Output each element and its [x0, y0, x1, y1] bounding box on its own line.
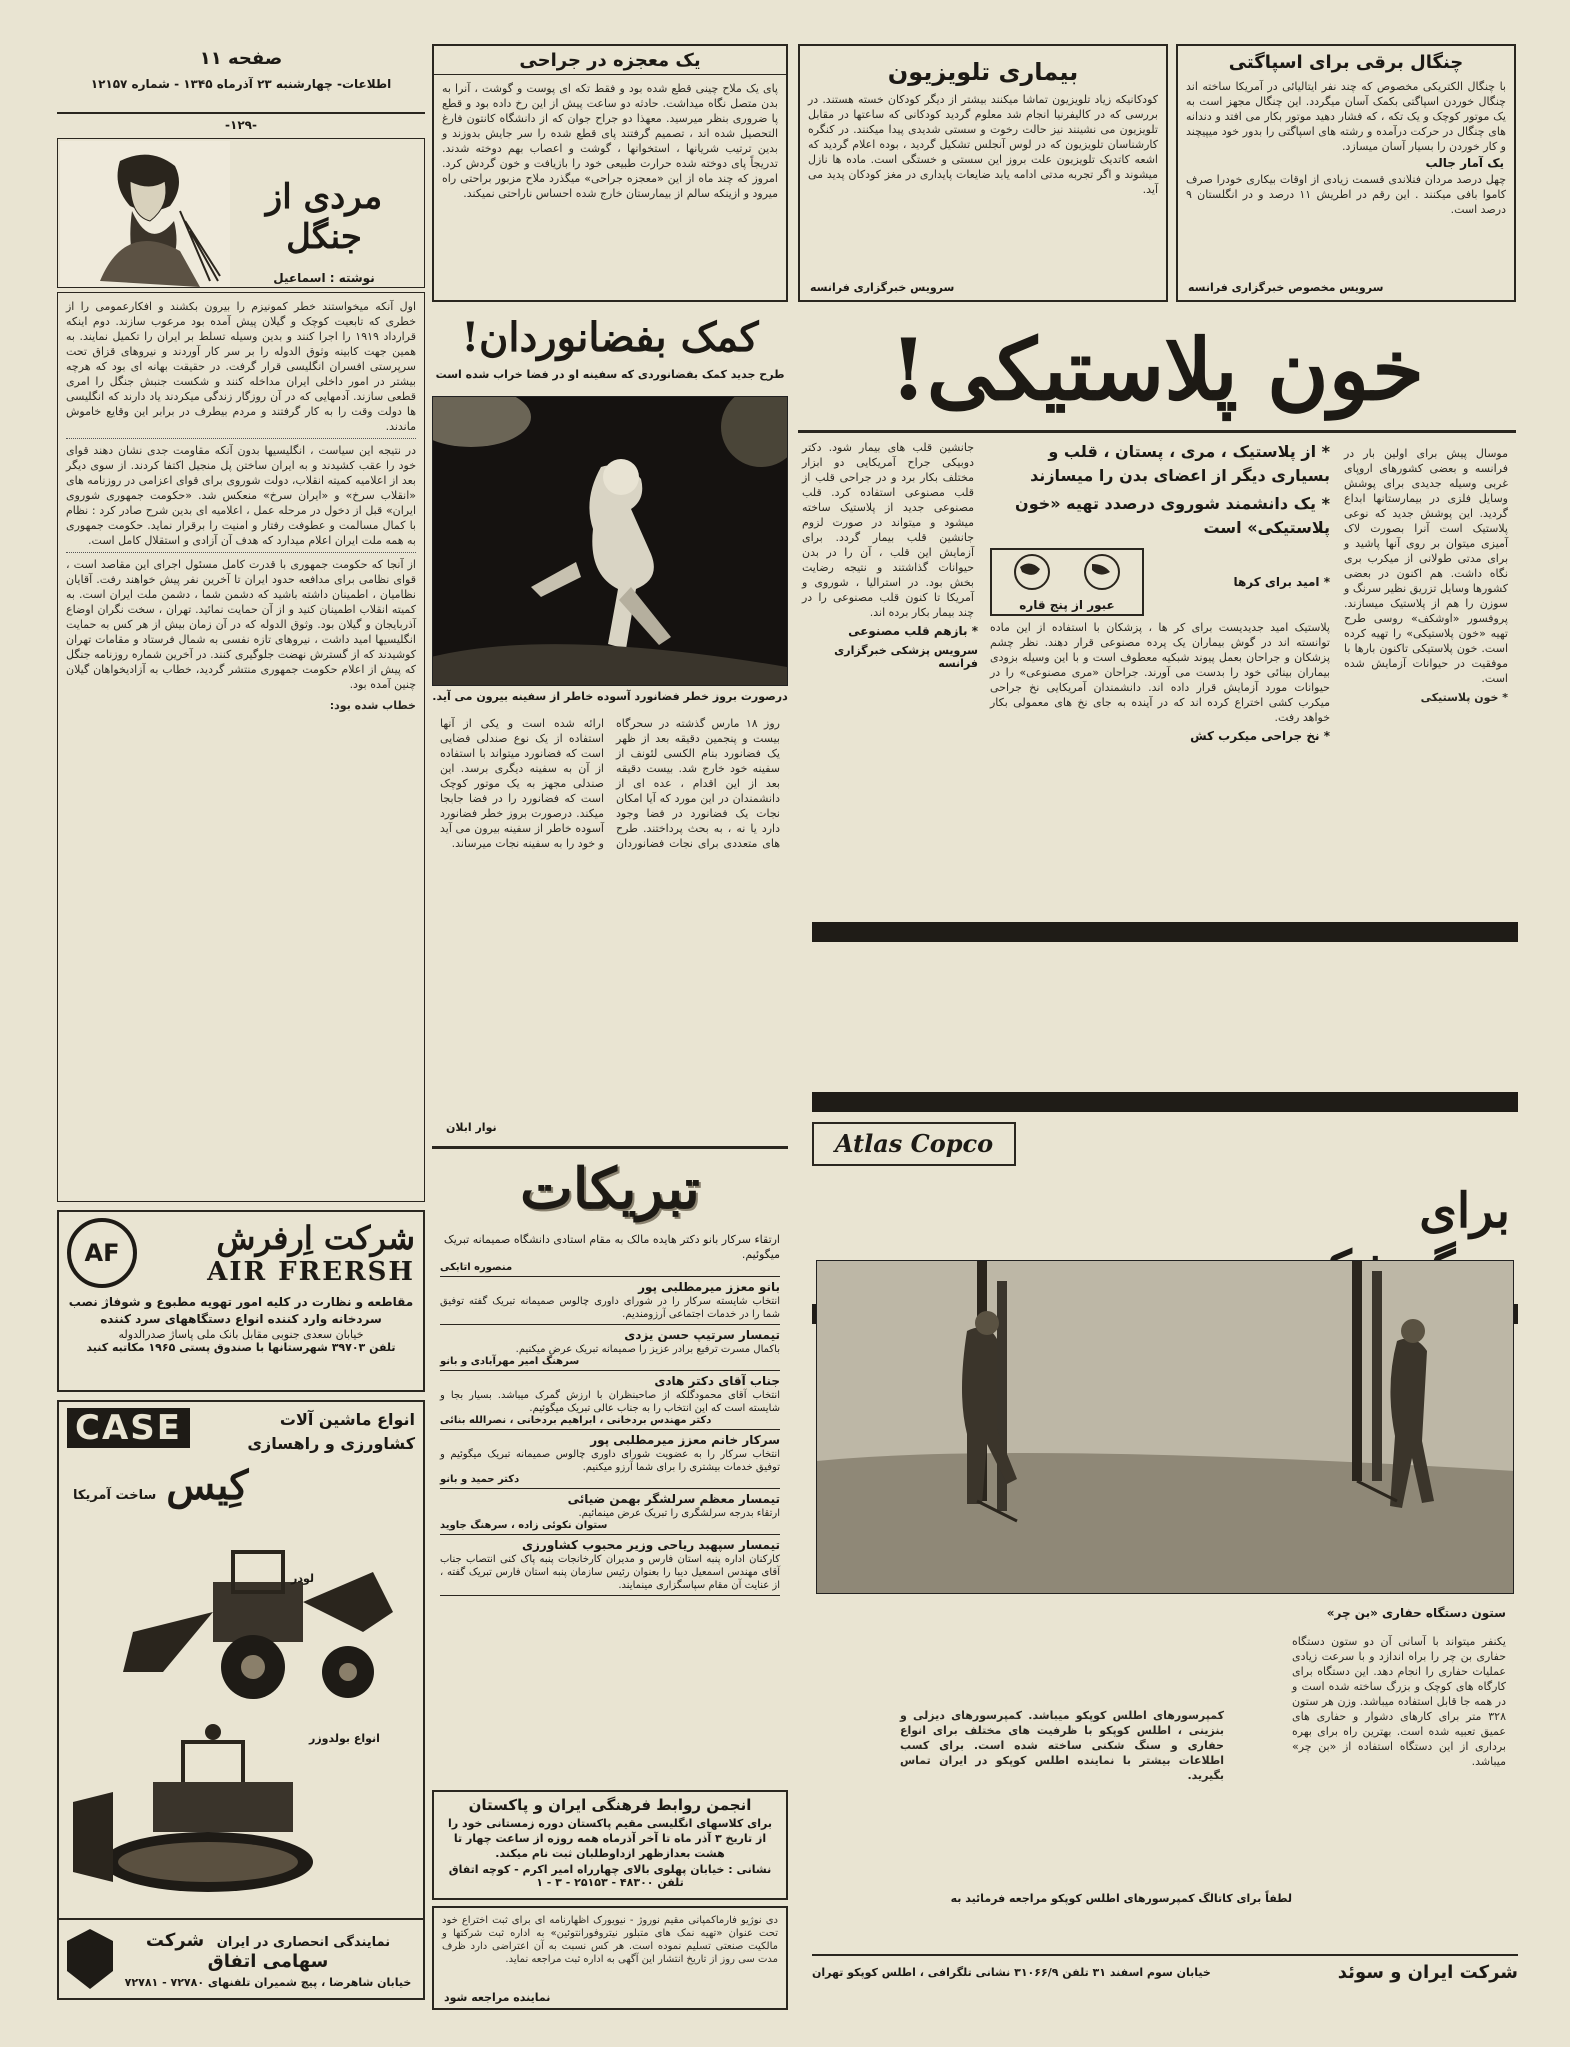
plastic-col1-text: موسال پیش برای اولین بار در فرانسه و بعضی کشورهای اروپای غربی وسیله جدیدی برای پوشش وسایل فلزی در بیمارستانها ابداع گردید. این پوشش جدید که نوعی پلاستیک است آنرا بصورت لاک آمیزی میتوان بر روی آنها پاشید و برای مدتی طولانی از میکرب بری نگاه داشت. هم اکنون در بعضی کشورها وسایل تزریق نظیر سرنگ و سوزن را هم از پلاستیک میسازند. پروفسور «اوشکف» روسی طرح تهیه «خون پلاستیکی» را تهیه کرده است. خون پلاستیکی تاکنون بارها با موفقیت در حیوانات آزمایش شده است. — [1344, 447, 1508, 685]
case-emblem-icon — [67, 1929, 113, 1989]
tabrik-item — [440, 1371, 780, 1430]
tabrik-text: انتخاب شایسته سرکار را در شورای داوری چالوس صمیمانه تبریک گفته توفیق شما را در خدمات اجتماعی آرزومندیم. — [440, 1296, 780, 1320]
tabrik-title: بانو معزز میرمطلبی پور — [638, 1280, 780, 1294]
serial-header — [57, 138, 425, 288]
atlas-contact: خیابان سوم اسفند ۳۱ تلفن ۳۱۰۶۶/۹ نشانی تلگرافی ، اطلس کوپکو تهران — [812, 1966, 1211, 1979]
space-caption: درصورت بروز خطر فضانورد آسوده خاطر از سفینه بیرون می آید. — [432, 690, 788, 703]
tabrik-title: سرکار خانم معزز میرمطلبی پور — [590, 1433, 780, 1447]
fork-sub-title: یک آمار جالب — [1425, 156, 1504, 170]
patent-body: دی نوژیو فارماکمپانی مقیم نوروژ - نیویورک اظهارنامه ای برای ثبت اختراع خود تحت عنوان «تهیه نمک های متبلور نیتروفورانتوئین» به اداره ثبت شرکتها و مالکیت صنعتی تسلیم نموده است. هر کس نسبت به آن اعتراضی دارد ظرف مدت سی روز از تاریخ انتشار این آگهی به اداره ثبت مراجعه نماید. — [442, 1915, 778, 1965]
label-loader: لودر — [291, 1572, 315, 1585]
atlas-body: کمپرسورهای اطلس کوپکو میباشد. کمپرسورهای دیزلی و بنزینی ، اطلس کوپکو با ظرفیت های مختلف برای انواع حفاری و سنگ شکنی ساخته شده است. برای کسب اطلاعات بیشتر با نماینده اطلس کوپکو در ایران تماس بگیرید. — [900, 1709, 1224, 1782]
iran-pak-body: برای کلاسهای انگلیسی مقیم پاکستان دوره زمستانی خود را از تاریخ ۳ آذر ماه تا آخر آذرماه همه روزه از ساعت چهار تا هشت بعدازظهر ازداوطلبان ثبت نام میکند. — [448, 1817, 772, 1860]
atlas-brand: Atlas Copco — [812, 1122, 1016, 1166]
tabrik-title: تیمسار معظم سرلشگر بهمن ضیائی — [567, 1492, 780, 1506]
serial-title: مردی از جنگل — [265, 177, 383, 257]
atlas-side-text: یکنفر میتواند با آسانی آن دو ستون دستگاه حفاری بن چر را براه اندازد و با سرعت زیادی عملیات حفاری را انجام دهد. این دستگاه برای کارگاه های کوچک و بزرگ ساخته شده است و در همه جا قابل استفاده میباشد. وزن هر ستون ۳۲۸ متر برای کارهای دشوار و حفاری های عمیق تعبیه شده است. بهترین راه برای بهره برداری از این دستگاه استفاده از «بن چر» میباشد. — [1292, 1635, 1506, 1768]
tabrikat-headline: تبریکات — [520, 1156, 700, 1222]
case-footer-company: شرکت سهامی اتفاق — [145, 1929, 329, 1972]
iran-pak-notice — [432, 1790, 788, 1900]
tabrik-title: تیمسار سرتیپ حسن یزدی — [624, 1328, 780, 1342]
masthead — [57, 44, 425, 114]
tabrik-title: ارتقاء سرکار بانو دکتر هایده مالک به مقام استادی دانشگاه صمیمانه تبریک میگوئیم. — [443, 1233, 780, 1261]
atlas-copco-ad — [812, 922, 1518, 2012]
plastic-story — [798, 310, 1516, 910]
tabrik-item — [440, 1489, 780, 1535]
fork-title: چنگال برقی برای اسپاگتی — [1228, 52, 1464, 73]
tabrik-item — [440, 1430, 780, 1489]
logo-text: عبور از پنج قاره — [1019, 598, 1115, 612]
af-name-fa: شرکت اِرفرش — [216, 1219, 415, 1257]
loader-illustration — [63, 1542, 423, 1712]
space-story — [432, 310, 788, 1140]
bulldozer-illustration — [63, 1722, 423, 1912]
news-fork — [1176, 44, 1516, 302]
serial-author: نوشته : اسماعیل — [273, 271, 375, 285]
case-brand-fa: کِیس — [166, 1462, 249, 1509]
plastic-sub3: * نخ جراحی میکرب کش — [1190, 729, 1330, 743]
case-footer-agent: نمایندگی انحصاری در ایران — [216, 1934, 391, 1950]
plastic-headline: خون پلاستیکی! — [798, 310, 1516, 433]
airfresh-ad — [57, 1210, 425, 1392]
tabrik-text: ارتقاء بدرجه سرلشگری را تبریک عرض مینمائیم. — [578, 1508, 780, 1519]
tabrik-text: انتخاب سرکار را به عضویت شورای داوری چالوس صمیمانه تبریک میگوئیم و توفیق خدمات بیشتری را برای شما آرزو میکنیم. — [440, 1449, 780, 1473]
iran-pak-phone: تلفن ۴۸۳۰۰ - ۲۵۱۵۳ - ۳ - ۱ — [536, 1876, 684, 1889]
surgery-body: پای یک ملاح چینی قطع شده بود و فقط تکه ای پوست و گوشت ، آنرا به بدن متصل نگاه میداشت. حادثه دو ساعت پیش از این رخ داده بود و قطع پا ضروری بنظر میرسید. معهذا دو جراح جوان که از دانشگاه کانتون فارغ التحصیل شده اند ، تصمیم گرفتند پای قطع شده را سر جایش بدوزند و بدین ترتیب شریانها ، استخوانها ، گوشت و اعصاب بهم دوخته شدند. تدریجاً پای دوخته شده حرارت طبیعی خود را بازیافت و خون گردش کرد. امروز که چند ماه از این «معجزه جراحی» میگذرد ملاح مزبور براحتی راه میرود و ازینکه سالم از بیمارستان خارج شده احساس ناراحتی نمیکند. — [442, 82, 778, 200]
episode-number: -۱۲۹- — [225, 118, 257, 132]
tv-source: سرویس خبرگزاری فرانسه — [810, 281, 955, 294]
issue-line: اطلاعات- چهارشنبه ۲۳ آذرماه ۱۳۴۵ - شماره ۱۲۱۵۷ — [90, 77, 392, 91]
case-ad — [57, 1400, 425, 2000]
plastic-col1 — [1336, 440, 1516, 900]
tabrik-text: کارکنان اداره پنبه استان فارس و مدیران کارخانجات پنبه پاک کنی انتصاب جناب آقای مهندس اسمعیل دیبا را بعنوان رئیس سازمان پنبه استان فارس تبریک گفته ، از عنایت آن مقام سپاسگزاری مینمایند. — [440, 1554, 780, 1591]
iran-pak-title: انجمن روابط فرهنگی ایران و پاکستان — [468, 1796, 752, 1814]
tabrik-sign: دکتر مهندس بردخانی ، ابراهیم بردخانی ، نصرالله بنائی — [440, 1415, 712, 1426]
serial-paragraph-3: از آنجا که حکومت جمهوری با قدرت کامل مسئول اجرای این مقاصد است ، قوای نظامی برای مدافعه حدود ایران تا آخرین نفر پیش خواهند رفت. آقایان نظامیان ، اطمینان داشته باشید که دشمن شما ، دشمن ملت ایران است. به کمیته انقلاب اطمینان کنید و از آن حمایت نمائید. تهران ، سخت نگران اوضاع آذربایجان و گیلان بود. وثوق الدوله که در آن زمان بیش از هر کس به حمایت انگلیسیها امید داشت ، نیروهای تازه نفسی به شمال فرستاد و مقامات تهران کوشیدند که از گسترش نهضت جلوگیری کنند. در آخرین شماره روزنامه جنگل که پیش از اعلام حکومت جمهوری منتشر گردید، خطاب به آزادیخواهان گیلان چنین آمده بود. — [66, 558, 416, 691]
plastic-col2: پلاستیک امید جدیدیست برای کر ها ، پزشکان با استفاده از این ماده توانسته اند در گوش بیماران یک پرده مصنوعی قرار دهند. نظر چشم پزشکان و جراحان بعمل پیوند شبکیه معطوف است و با این وسیله بزودی بیماران بینائی خود را بدست می آورند. جراحان «مری مصنوعی» را در حیوانات مورد آزمایش قرار داده اند. دانشمندان آمریکایی نخ جراحی میکرب کشی اختراع کرده اند که در آینده به جای نخ های معمولی بکار خواهد رفت. — [990, 621, 1330, 724]
page-label: صفحه ۱۱ — [199, 48, 283, 69]
tabrik-sign: دکتر حمید و بانو — [440, 1474, 520, 1485]
serial-paragraph-2: در نتیجه این سیاست ، انگلیسیها بدون آنکه مقاومت جدی نشان دهند قوای خود را عقب کشیدند و به ایران ساختن پل منجیل اکتفا کردند. از سوی دیگر بعد از اعلامیه کمیته انقلاب، دولت شوروی برای قوای اعزامی در روزنامه های «انقلاب سرخ» و «ایران سرخ» منعکس شد. «حکومت جمهوری شوروی ایران» قبل از دخول در مرحله عمل ، اعلامیه ای بدین شرح صادر کرد : نظام با کمال مسالمت و عطوفت رفتار و امنیت را برقرار نماید. حکومت جمهوری به همه ملت ایران اعلام میدارد که هدف آن آزادی و استقلال کامل است. — [66, 444, 416, 547]
space-photo — [432, 396, 788, 686]
atlas-headline-1: برای — [1419, 1183, 1510, 1239]
space-headline: کمک بفضانوردان! — [461, 314, 759, 361]
patent-sign: نماینده مراجعه شود — [444, 1991, 551, 2004]
space-subhead: طرح جدید کمک بفضانوردی که سفینه او در فضا خراب شده است — [435, 368, 785, 381]
tv-title: بیماری تلویزیون — [887, 58, 1079, 86]
label-dozer: انواع بولدوزر — [309, 1732, 380, 1745]
fork-body: با چنگال الکتریکی مخصوص که چند نفر ایتالیائی در آمریکا ساخته اند چنگال خوردن اسپاگتی بکمک آسان میگردد. این چنگال مجهز است به یک موتور کوچک و یک تکه ، که فشار دهید موتور بکار می افتد و دندانه های چنگال در حرکت درآمده و رشته های اسپاگتی را بدور خود میپیچند و کار خوردن را بسیار آسان میسازد. — [1186, 80, 1506, 153]
tabrik-sign: منصوره اتابکی — [440, 1262, 513, 1273]
atlas-cta: لطفاً برای کاتالگ کمپرسورهای اطلس کوپکو مراجعه فرمائید به — [950, 1892, 1292, 1905]
af-name-en: AIR FRERSH — [207, 1257, 415, 1287]
news-surgery — [432, 44, 788, 302]
serial-signature: خطاب شده بود: — [329, 699, 416, 712]
case-tagline: ساخت آمریکا — [73, 1488, 157, 1503]
patent-notice — [432, 1906, 788, 2010]
case-footer-address: خیابان شاهرضا ، پیچ شمیران تلفنهای ۷۲۷۸۰ - ۷۲۷۸۱ — [124, 1975, 412, 1989]
continents-logo — [990, 548, 1144, 616]
plastic-sub2: * امید برای کرها — [1233, 575, 1330, 589]
space-credit: نوار ابلان — [446, 1121, 497, 1134]
space-body: روز ۱۸ مارس گذشته در سحرگاه بیست و پنجمین دقیقه بعد از ظهر یک فضانورد بنام الکسی لئونف از سفینه خود خارج شد. بیست دقیقه بعد از این اقدام ، عده ای از دانشمندان در این مورد که آیا امکان نجات یک فضانورد در فضا وجود دارد یا نه ، به بحث پرداختند. طرح های متعددی برای نجات فضانوردان ارائه شده است و یکی از آنها استفاده از یک نوع صندلی فضایی است که فضانورد میتواند با استفاده از آن به سفینه دیگری برسد. این صندلی مجهز به یک موتور کوچک است که فضانورد را در فضا جابجا میکند. درصورت بروز خطر فضانورد آسوده خاطر از سفینه بیرون می آید و خود را به سفینه نجات میرساند. — [440, 717, 780, 850]
plastic-deck2: * یک دانشمند شوروی درصدد تهیه «خون پلاستیکی» است — [1015, 494, 1330, 537]
af-phone: تلفن ۳۹۷۰۳ شهرستانها با صندوق پستی ۱۹۶۵ مکاتبه کنید — [86, 1341, 396, 1354]
portrait-illustration — [60, 141, 230, 287]
plastic-deck1: * از پلاستیک ، مری ، پستان ، قلب و بسیاری دیگر از اعضای بدن را میسازند — [1030, 442, 1330, 485]
af-address: خیابان سعدی جنوبی مقابل بانک ملی پاساژ صدرالدوله — [118, 1328, 364, 1341]
drilling-photo — [816, 1260, 1514, 1594]
af-logo: AF — [67, 1218, 137, 1288]
tabrik-text: باکمال مسرت ترفیع برادر عزیز را صمیمانه تبریک عرض میکنیم. — [515, 1344, 780, 1355]
plastic-col3: جانشین قلب های بیمار شود. دکتر دوبیکی جراح آمریکایی دو ابزار مختلف بکار برد و در جراحی قلب از قلب مصنوعی استفاده کرد. قلب مصنوعی جدید از پلاستیک ساخته میشود و میتواند در صورت لزوم جانشین قلب بیمار گردد. برای آزمایش این قلب ، آن را در بدن حیوانات گذاشتند و نتیجه رضایت بخش بود. در استرالیا ، شوروی و آمریکا تا کنون قلب مصنوعی را در چند بیمار بکار برده اند. — [802, 441, 974, 619]
tabrik-sign: ستوان نکوئی زاده ، سرهنگ جاوید — [440, 1520, 608, 1531]
tabrikat-list — [432, 1229, 788, 1596]
tabrik-title: تیمسار سپهبد ریاحی وزیر محبوب کشاورزی — [522, 1538, 780, 1552]
atlas-photo-caption: ستون دستگاه حفاری «بن چر» — [1326, 1606, 1506, 1620]
af-body: مقاطعه و نظارت در کلیه امور تهویه مطبوع و شوفاژ نصب سردخانه وارد کننده انواع دستگاههای سرد کننده — [68, 1295, 414, 1326]
surgery-title: یک معجزه در جراحی — [434, 50, 786, 75]
case-title: انواع ماشین آلات کشاورزی و راهسازی — [247, 1410, 415, 1453]
tabrik-sign: سرهنگ امیر مهرآبادی و بانو — [440, 1356, 580, 1367]
plastic-source: سرویس پزشکی خبرگزاری فرانسه — [834, 644, 978, 670]
tabrik-title: جناب آقای دکتر هادی — [654, 1374, 780, 1388]
tabrik-item — [440, 1277, 780, 1325]
plastic-sub1: * خون پلاستیکی — [1420, 691, 1508, 704]
plastic-sub4: * بازهم قلب مصنوعی — [848, 624, 978, 638]
tabrik-item — [440, 1535, 780, 1596]
case-brand: CASE — [67, 1408, 190, 1448]
serial-body — [57, 292, 425, 1202]
fork-sub-body: چهل درصد مردان فنلاندی قسمت زیادی از اوقات بیکاری خودرا صرف کاموا بافی میکنند . این رقم در اطریش ۱۱ درصد و در انگلستان ۹ درصد است. — [1186, 173, 1506, 216]
tabrik-item — [440, 1325, 780, 1371]
fork-source: سرویس مخصوص خبرگزاری فرانسه — [1188, 281, 1384, 294]
tabrik-text: انتخاب آقای محمودگلکه از صاحبنظران با ارزش گمرک میباشد. بسیار بجا و شایسته است که این انتخاب را به جناب عالی تبریک میگوئیم. — [440, 1390, 780, 1414]
tabrik-item — [440, 1229, 780, 1277]
tabrikat-section — [432, 1146, 788, 1789]
iran-pak-address: نشانی : خیابان پهلوی بالای چهارراه امیر اکرم - کوچه اتفاق — [448, 1863, 772, 1876]
tv-body: کودکانیکه زیاد تلویزیون تماشا میکنند بیشتر از دیگر کودکان خسته هستند. در بررسی که در کالیفرنیا انجام شد معلوم گردید کودکانی که ساعتها در مقابل تلویزیون می نشینند نیز حالت رخوت و سستی شدیدی پیدا میکنند. در کنگره کارشناسان تلویزیون که در لوس آنجلس تشکیل گردید ، بوده اعلام گردید که اشعه کاتدیک تلویزیون علت بروز این سستی و خستگی است. ماده ها نازل میشوند و اگر تجربه مدتی ادامه یابد ضایعات پایداری در مغز کودکان پدید می آید. — [808, 93, 1158, 196]
serial-paragraph-1: اول آنکه میخواستند خطر کمونیزم را بیرون بکشند و افکارعمومی را از خطری که تابعیت کوچک و گیلان پیش آمده بود مرعوب سازند. دوم اینکه قرارداد ۱۹۱۹ را اجرا کنند و بدین وسیله تسلط بر ایران را تکمیل نمایند. به همین جهت کابینه وثوق الدوله را بر سر کار آوردند و نیروهای قزاق تحت سرپرستی افسران انگلیسی قرار گرفت. در حقیقت بهانه ای بود که هرچه بیشتر در امور داخلی ایران مداخله کنند و شکست جنبش جنگل را امری قطعی سازند. آدمهایی که در آن روزگار زندگی میکردند یاد دارند که انگلیسی ها دولت وقت را به کار گرفتند و مردم بیطرف در برابر این وقایع خاموش ماندند. — [66, 300, 417, 433]
news-tv — [798, 44, 1168, 302]
atlas-company: شرکت ایران و سوئد — [1337, 1962, 1518, 1983]
